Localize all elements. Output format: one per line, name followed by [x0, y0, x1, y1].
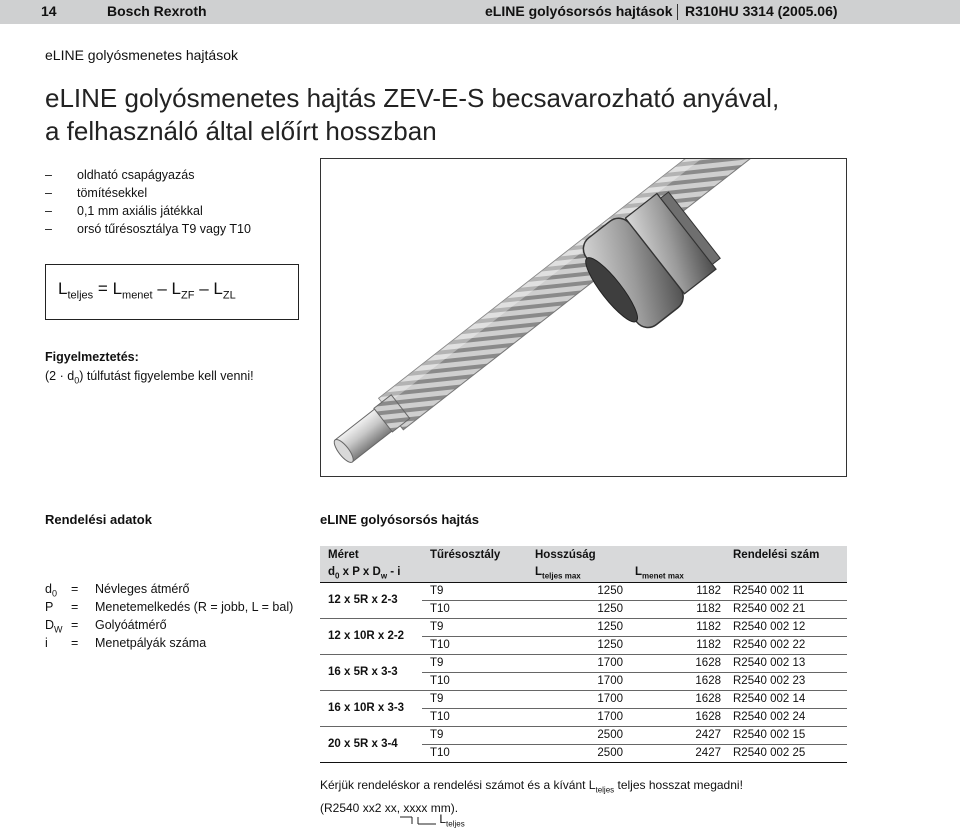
feature-list [45, 166, 251, 238]
length-formula: $L_{teljes} = L_{menet} - L_{ZF} - L_{ZL}$ [58, 279, 236, 302]
cell-tolerance: T10 [422, 744, 527, 762]
cell-size: 12 x 10R x 2-2 [320, 618, 422, 654]
col-subheader-l-thread: $L_{menet max}$ [627, 564, 725, 582]
cell-size: 16 x 5R x 3-3 [320, 654, 422, 690]
cell-l-total: 1700 [527, 672, 627, 690]
table-row [320, 726, 847, 744]
cell-l-thread: 1628 [627, 672, 725, 690]
cell-order-number: R2540 002 23 [725, 672, 847, 690]
table-row [320, 690, 847, 708]
cell-l-total: 1700 [527, 654, 627, 672]
cell-l-total: 1700 [527, 708, 627, 726]
title-line-1: eLINE golyósmenetes hajtás ZEV-E-S becsavarozható anyával, [45, 83, 780, 113]
cell-l-thread: 2427 [627, 744, 725, 762]
cell-order-number: R2540 002 14 [725, 690, 847, 708]
table-row [320, 582, 847, 600]
cell-order-number: R2540 002 13 [725, 654, 847, 672]
cell-l-total: 1250 [527, 582, 627, 600]
order-data-title: Rendelési adatok [45, 512, 152, 527]
cell-order-number: R2540 002 25 [725, 744, 847, 762]
cell-order-number: R2540 002 12 [725, 618, 847, 636]
cell-l-thread: 1182 [627, 582, 725, 600]
cell-order-number: R2540 002 21 [725, 600, 847, 618]
cell-l-thread: 1628 [627, 708, 725, 726]
cell-tolerance: T9 [422, 690, 527, 708]
cell-l-thread: 2427 [627, 726, 725, 744]
cell-l-total: 1700 [527, 690, 627, 708]
table-row [320, 618, 847, 636]
cell-l-total: 1250 [527, 636, 627, 654]
col-header-order: Rendelési szám [725, 546, 847, 564]
cell-tolerance: T10 [422, 708, 527, 726]
cell-l-total: 2500 [527, 726, 627, 744]
feature-item: – orsó tűrésosztálya T9 vagy T10 [45, 222, 251, 236]
cell-l-total: 1250 [527, 600, 627, 618]
table-header-row [320, 546, 847, 564]
header-divider [677, 4, 678, 20]
cell-size: 12 x 5R x 2-3 [320, 582, 422, 618]
cell-l-thread: 1628 [627, 690, 725, 708]
publication-code: R310HU 3314 (2005.06) [685, 3, 838, 19]
cell-size: 20 x 5R x 3-4 [320, 726, 422, 762]
order-table [320, 546, 847, 763]
cell-tolerance: T9 [422, 726, 527, 744]
feature-item: – oldható csapágyazás [45, 168, 195, 182]
col-subheader-l-total: $L_{teljes max}$ [527, 564, 627, 582]
cell-size: 16 x 10R x 3-3 [320, 690, 422, 726]
cell-l-thread: 1628 [627, 654, 725, 672]
ball-screw-illustration [321, 159, 847, 477]
cell-tolerance: T10 [422, 600, 527, 618]
table-body [320, 582, 847, 762]
dimension-line-icon [400, 815, 436, 825]
cell-order-number: R2540 002 15 [725, 726, 847, 744]
warning-title: Figyelmeztetés: [45, 350, 139, 364]
col-header-length: Hosszúság [527, 546, 725, 564]
cell-l-thread: 1182 [627, 600, 725, 618]
cell-l-thread: 1182 [627, 618, 725, 636]
cell-tolerance: T9 [422, 582, 527, 600]
length-dimension-label: $L_{teljes}$ [400, 812, 465, 828]
cell-l-total: 2500 [527, 744, 627, 762]
cell-order-number: R2540 002 11 [725, 582, 847, 600]
page-title [45, 82, 779, 148]
col-subheader-size: $d_0$ x P x $D_w$ - i [320, 564, 422, 582]
feature-item: – tömítésekkel [45, 186, 148, 200]
page-header [0, 0, 960, 24]
table-subheader-row [320, 564, 847, 582]
cell-order-number: R2540 002 22 [725, 636, 847, 654]
brand-name: Bosch Rexroth [107, 3, 207, 19]
cell-tolerance: T10 [422, 636, 527, 654]
col-header-size: Méret [320, 546, 422, 564]
feature-item: – 0,1 mm axiális játékkal [45, 204, 203, 218]
cell-l-thread: 1182 [627, 636, 725, 654]
title-line-2: a felhasználó által előírt hosszban [45, 116, 437, 146]
table-title: eLINE golyósorsós hajtás [320, 512, 479, 527]
table-row [320, 654, 847, 672]
cell-tolerance: T9 [422, 618, 527, 636]
cell-tolerance: T9 [422, 654, 527, 672]
order-note: Kérjük rendeléskor a rendelési számot és a kívánt $L_{teljes}$ teljes hosszat megadni! (R2540 xx2 xx, xxxx mm). [320, 778, 743, 816]
warning-text: $(2 \cdot d_0)$ túlfutást figyelembe kell venni! [45, 369, 254, 386]
col-header-tolerance: Tűrésosztály [422, 546, 527, 564]
page-number: 14 [41, 3, 57, 19]
length-formula-box [45, 264, 299, 320]
section-label: eLINE golyósmenetes hajtások [45, 47, 238, 63]
cell-tolerance: T10 [422, 672, 527, 690]
publication-title: eLINE golyósorsós hajtások [485, 3, 673, 19]
cell-l-total: 1250 [527, 618, 627, 636]
product-photo [320, 158, 847, 477]
cell-order-number: R2540 002 24 [725, 708, 847, 726]
